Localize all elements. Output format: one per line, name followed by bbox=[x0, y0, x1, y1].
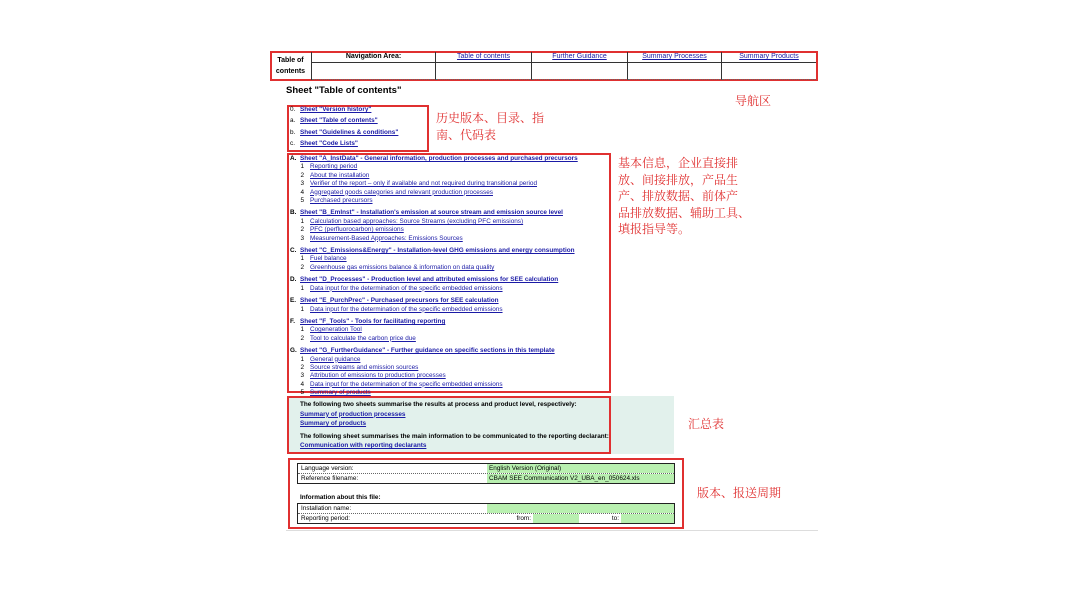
section-item-number: 2 bbox=[300, 226, 304, 234]
nav-link-summary-products[interactable]: Summary Products bbox=[739, 53, 799, 60]
section-item-number: 4 bbox=[300, 188, 304, 196]
section-item-link[interactable]: General guidance bbox=[310, 355, 361, 363]
nav-empty-row bbox=[312, 63, 816, 80]
section-item[interactable] bbox=[290, 235, 608, 243]
section-title[interactable]: Sheet "A_InstData" - General information, production processes and purchased precursors bbox=[300, 155, 578, 162]
section-item[interactable] bbox=[290, 189, 608, 197]
section-heading[interactable] bbox=[290, 247, 608, 255]
section-item-number: 5 bbox=[300, 197, 304, 205]
filename-row bbox=[298, 474, 674, 483]
section-item-number: 2 bbox=[300, 171, 304, 179]
section-item[interactable] bbox=[290, 163, 608, 171]
section-item-link[interactable]: Aggregated goods categories and relevant production processes bbox=[310, 188, 493, 196]
section-item-link[interactable]: Calculation based approaches: Source Streams (excluding PFC emissions) bbox=[310, 217, 524, 225]
section-heading[interactable] bbox=[290, 276, 608, 284]
annotation-history: 历史版本、目录、指 南、代码表 bbox=[436, 111, 545, 142]
period-from-input[interactable] bbox=[533, 514, 579, 523]
section-item[interactable] bbox=[290, 218, 608, 226]
toc-label-line2: contents bbox=[275, 68, 306, 75]
section-key: E. bbox=[290, 297, 297, 305]
sheet-title: Sheet "Table of contents" bbox=[286, 85, 402, 96]
section-item-number: 1 bbox=[300, 305, 304, 313]
section-item-number: 1 bbox=[300, 355, 304, 363]
section-item[interactable] bbox=[290, 264, 608, 272]
version-table bbox=[297, 463, 675, 484]
section-item-link[interactable]: Purchased precursors bbox=[310, 197, 373, 205]
section-item[interactable] bbox=[290, 381, 608, 389]
section-heading[interactable] bbox=[290, 155, 608, 163]
section-title[interactable]: Sheet "E_PurchPrec" - Purchased precursors for SEE calculation bbox=[300, 297, 499, 305]
section-item[interactable] bbox=[290, 285, 608, 293]
section-item-number: 4 bbox=[300, 380, 304, 388]
section-item-number: 2 bbox=[300, 334, 304, 342]
filename-label: Reference filename: bbox=[301, 475, 359, 482]
section-key: F. bbox=[290, 317, 295, 325]
installation-row bbox=[298, 504, 674, 514]
section-item-number: 3 bbox=[300, 234, 304, 242]
section-heading[interactable] bbox=[290, 318, 608, 326]
section-item-number: 1 bbox=[300, 163, 304, 171]
filename-value: CBAM SEE Communication V2_UBA_en_050624.xls bbox=[487, 474, 674, 483]
section-item[interactable] bbox=[290, 356, 608, 364]
section-item-number: 3 bbox=[300, 372, 304, 380]
summary-content bbox=[300, 400, 630, 451]
toc-label-cell bbox=[270, 52, 312, 80]
summary-link-products[interactable]: Summary of products bbox=[300, 420, 367, 428]
section-item[interactable] bbox=[290, 226, 608, 234]
section-item-link[interactable]: Tool to calculate the carbon price due bbox=[310, 334, 416, 342]
history-group-list bbox=[290, 106, 426, 149]
annotation-summary: 汇总表 bbox=[688, 417, 725, 431]
section-item-number: 1 bbox=[300, 284, 304, 292]
period-label: Reporting period: bbox=[301, 515, 351, 522]
section-key: D. bbox=[290, 276, 297, 284]
section-item-link[interactable]: Cogeneration Tool bbox=[310, 326, 362, 334]
annotation-basic-line: 品排放数据、辅助工具、 bbox=[618, 205, 751, 220]
toc-entry-guidelines[interactable]: b. Sheet "Guidelines & conditions" bbox=[290, 128, 399, 136]
section-item-number: 1 bbox=[300, 255, 304, 263]
info-heading: Information about this file: bbox=[300, 494, 381, 501]
summary-intro: The following two sheets summarise the results at process and product level, respectively: bbox=[300, 401, 577, 408]
annotation-basic-line: 放、间接排放，产品生 bbox=[618, 172, 739, 187]
section-item-link[interactable]: Attribution of emissions to production processes bbox=[310, 372, 446, 380]
section-heading[interactable] bbox=[290, 209, 608, 217]
annotation-version: 版本、报送周期 bbox=[697, 486, 782, 500]
nav-area-label: Navigation Area: bbox=[312, 52, 436, 62]
language-label: Language version: bbox=[301, 465, 354, 472]
section-title[interactable]: Sheet "F_Tools" - Tools for facilitating reporting bbox=[300, 317, 446, 325]
section-item-link[interactable]: Greenhouse gas emissions balance & information on data quality bbox=[310, 263, 495, 271]
section-item-link[interactable]: PFC (perfluorocarbon) emissions bbox=[310, 226, 404, 234]
section-item-number: 2 bbox=[300, 263, 304, 271]
nav-link-summary-processes[interactable]: Summary Processes bbox=[628, 52, 722, 62]
summary-link-communication[interactable]: Communication with reporting declarants bbox=[300, 442, 427, 450]
annotation-nav: 导航区 bbox=[735, 94, 772, 108]
nav-links-row bbox=[312, 52, 816, 63]
section-item-link[interactable]: About the installation bbox=[310, 171, 370, 179]
section-item[interactable] bbox=[290, 372, 608, 380]
sections-list bbox=[290, 155, 608, 398]
from-label: from: bbox=[516, 515, 531, 522]
section-item[interactable] bbox=[290, 255, 608, 263]
section-item-link[interactable]: Data input for the determination of the specific embedded emissions bbox=[310, 305, 503, 313]
section-item-number: 2 bbox=[300, 363, 304, 371]
language-value: English Version (Original) bbox=[487, 464, 674, 473]
annotation-basic-line: 基本信息，企业直接排 bbox=[618, 156, 739, 170]
nav-grid bbox=[312, 52, 816, 80]
nav-link-further-guidance[interactable]: Further Guidance bbox=[532, 52, 628, 62]
toc-label-line1: Table of bbox=[277, 57, 304, 64]
section-item-link[interactable]: Reporting period bbox=[310, 163, 358, 171]
section-item[interactable] bbox=[290, 197, 608, 205]
section-item-number: 5 bbox=[300, 389, 304, 397]
section-item-number: 1 bbox=[300, 326, 304, 334]
section-item[interactable] bbox=[290, 180, 608, 188]
section-item-link[interactable]: Summary of products bbox=[310, 389, 371, 397]
section-title[interactable]: Sheet "B_EmInst" - Installation's emission at source stream and emission source level bbox=[300, 209, 563, 217]
section-item[interactable] bbox=[290, 172, 608, 180]
section-item-link[interactable]: Verifier of the report – only if available and not required during transitional period bbox=[310, 180, 538, 188]
section-item-link[interactable]: Data input for the determination of the specific embedded emissions bbox=[310, 284, 503, 292]
installation-label: Installation name: bbox=[301, 505, 352, 512]
language-row bbox=[298, 464, 674, 474]
toc-entry-table-of-contents[interactable]: a. Sheet "Table of contents" bbox=[290, 117, 378, 125]
to-label: to: bbox=[611, 515, 619, 522]
section-item-link[interactable]: Data input for the determination of the specific embedded emissions bbox=[310, 380, 503, 388]
page-bottom-rule bbox=[286, 530, 818, 531]
section-title[interactable]: Sheet "C_Emissions&Energy" - Installation-level GHG emissions and energy consumption bbox=[300, 247, 575, 255]
section-item-link[interactable]: Fuel balance bbox=[310, 255, 347, 263]
toc-entry-code-lists[interactable]: c. Sheet "Code Lists" bbox=[290, 140, 358, 148]
installation-name-input[interactable] bbox=[487, 504, 674, 513]
section-key: B. bbox=[290, 209, 297, 217]
section-item-number: 3 bbox=[300, 180, 304, 188]
section-key: C. bbox=[290, 247, 297, 255]
summary-intro2: The following sheet summarises the main information to be communicated to the reporting declarant: bbox=[300, 432, 609, 440]
section-item-link[interactable]: Measurement-Based Approaches: Emissions Sources bbox=[310, 234, 463, 242]
toc-entry-version-history[interactable]: 0. Sheet "Version history" bbox=[290, 106, 372, 113]
section-title[interactable]: Sheet "G_FurtherGuidance" - Further guidance on specific sections in this template bbox=[300, 347, 555, 355]
section-item[interactable] bbox=[290, 306, 608, 314]
summary-link-processes[interactable]: Summary of production processes bbox=[300, 410, 406, 418]
section-item-number: 1 bbox=[300, 217, 304, 225]
annotation-basic-line: 填报指导等。 bbox=[618, 222, 691, 236]
info-table bbox=[297, 503, 675, 524]
section-item[interactable] bbox=[290, 326, 608, 334]
section-item-link[interactable]: Source streams and emission sources bbox=[310, 363, 419, 371]
navigation-bar bbox=[270, 52, 816, 80]
section-heading[interactable] bbox=[290, 297, 608, 305]
period-to-input[interactable] bbox=[621, 514, 674, 523]
section-key: A. bbox=[290, 155, 297, 162]
section-heading[interactable] bbox=[290, 347, 608, 355]
annotation-basic-info bbox=[618, 155, 750, 238]
section-item[interactable] bbox=[290, 364, 608, 372]
section-title[interactable]: Sheet "D_Processes" - Production level and attributed emissions for SEE calculation bbox=[300, 276, 559, 284]
period-row bbox=[298, 514, 674, 523]
annotation-basic-line: 产、排放数据、前体产 bbox=[618, 189, 739, 203]
section-key: G. bbox=[290, 347, 297, 355]
nav-link-toc[interactable]: Table of contents bbox=[436, 52, 532, 62]
section-item[interactable] bbox=[290, 335, 608, 343]
